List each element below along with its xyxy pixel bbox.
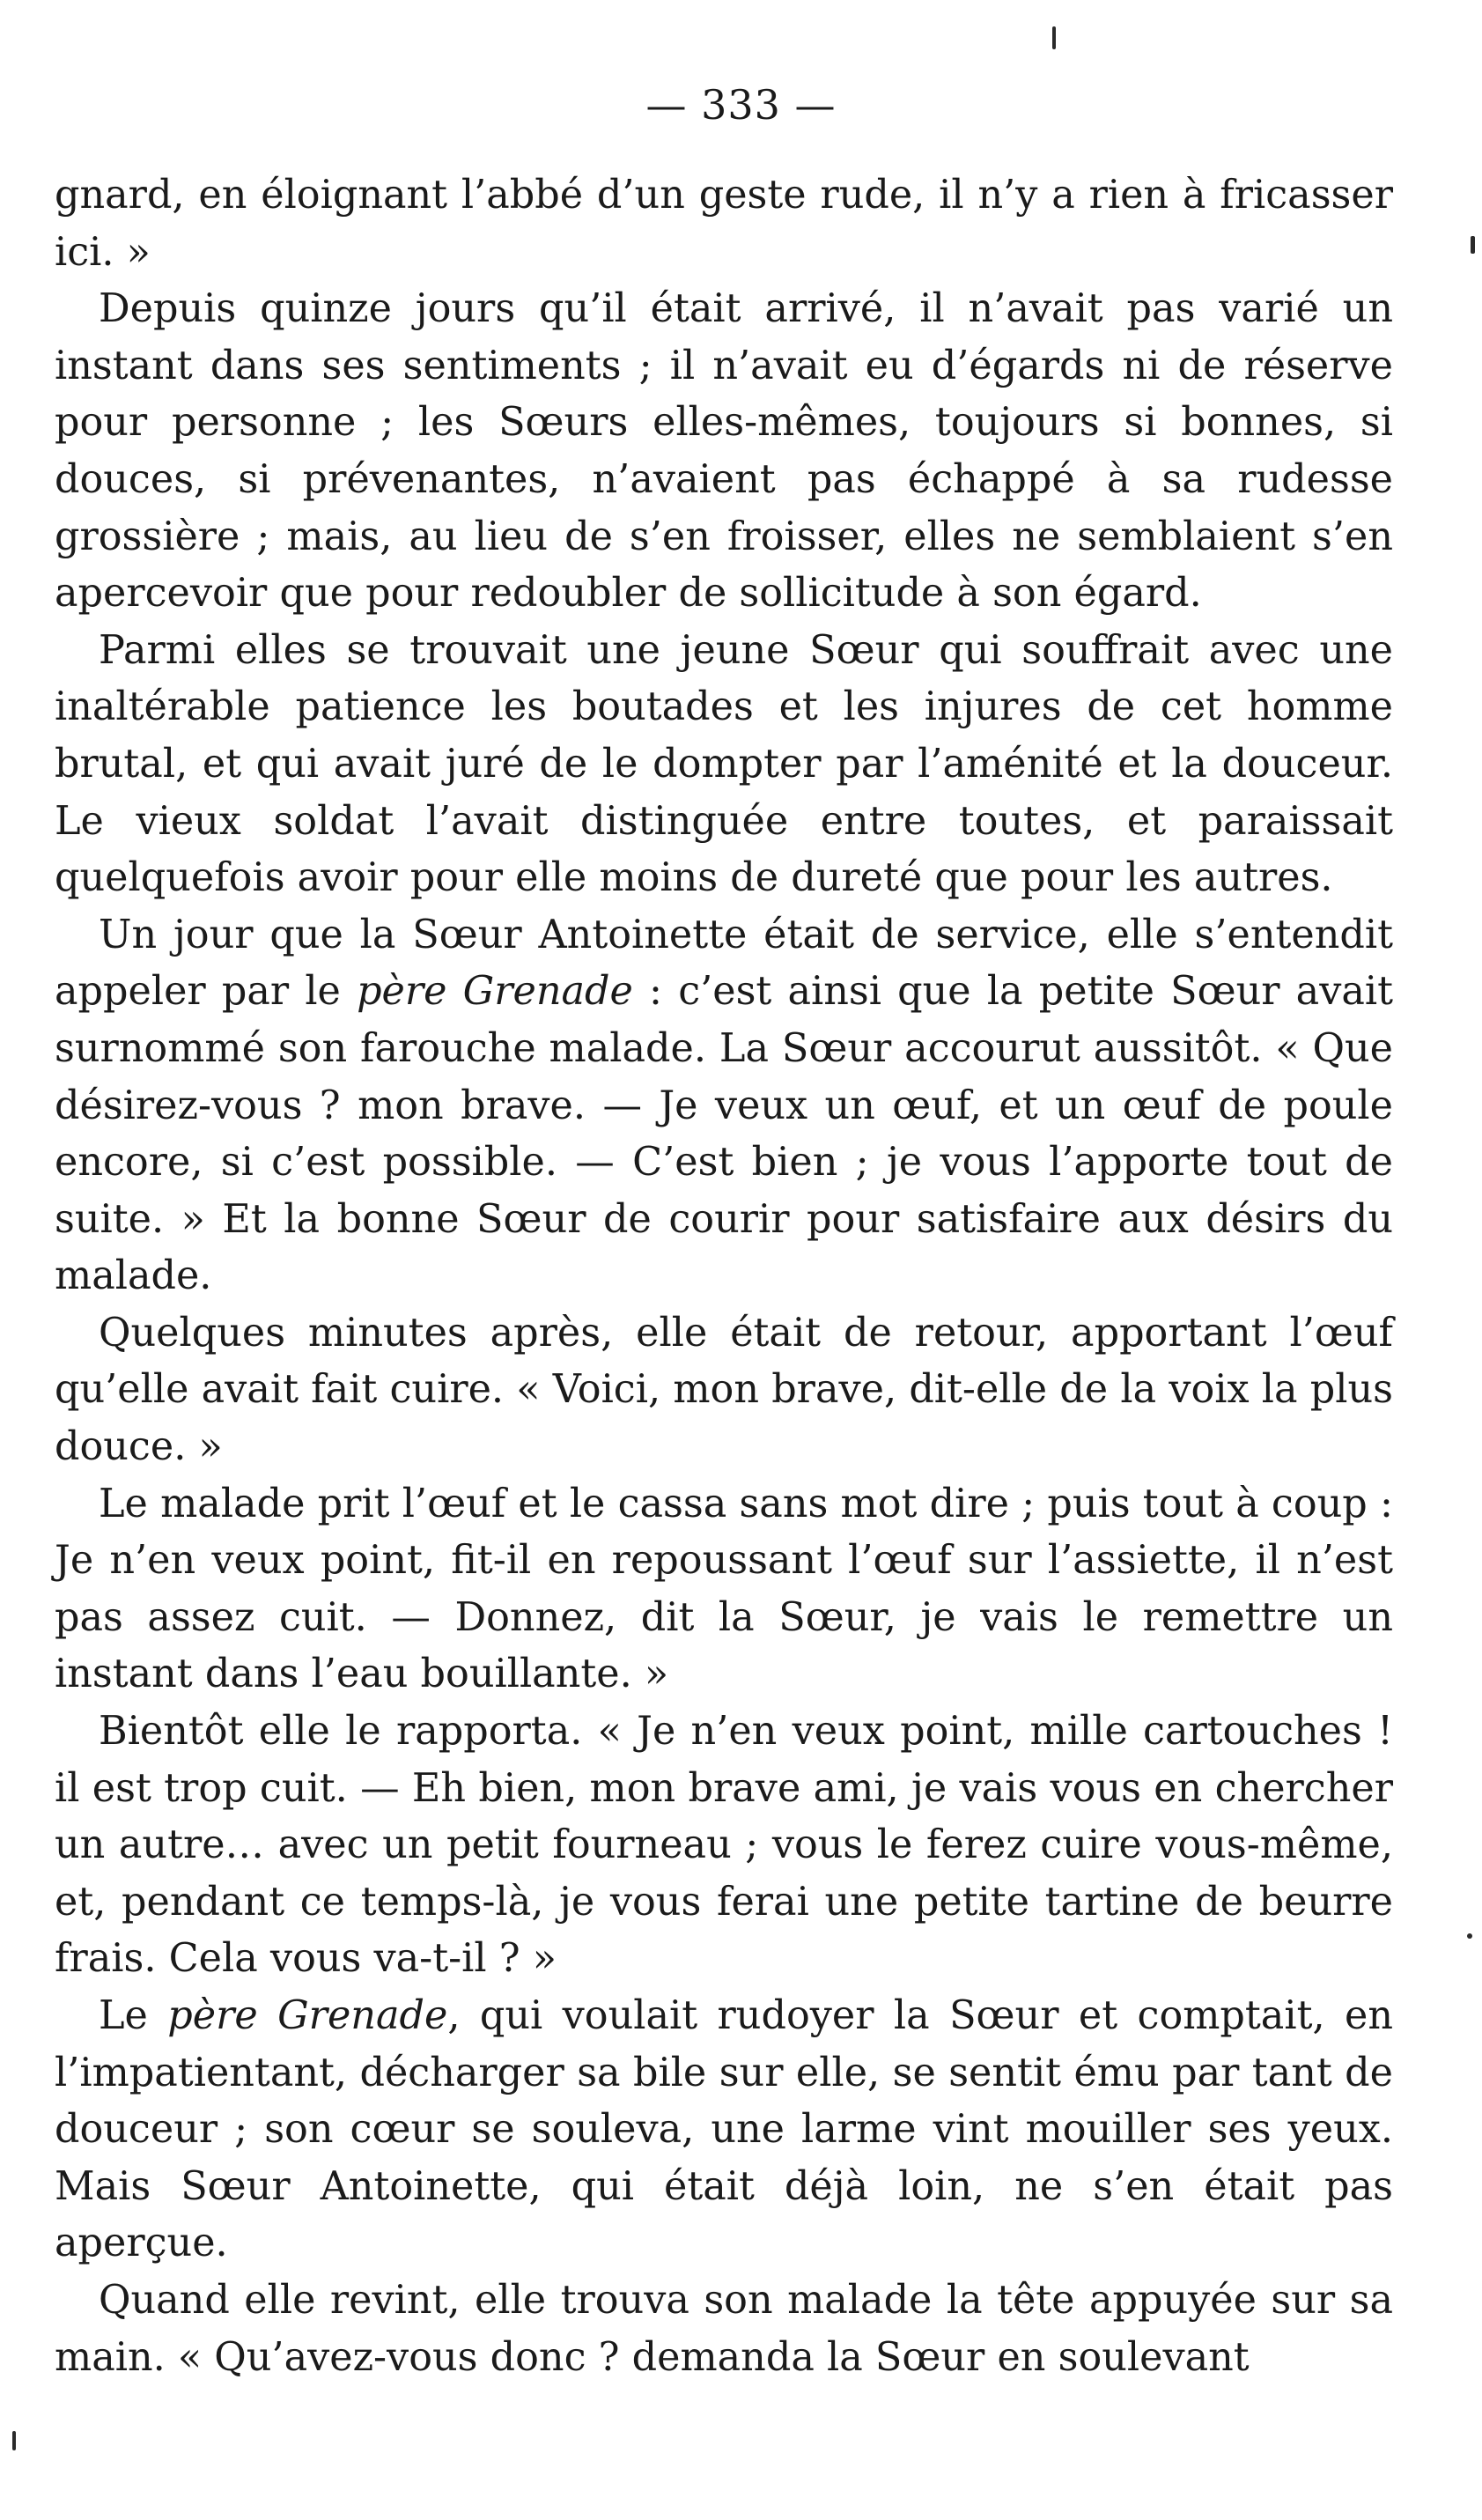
text-run: Le xyxy=(99,1993,168,2038)
paragraph xyxy=(55,1988,1393,2272)
scan-speck xyxy=(1052,26,1056,49)
page-number: — 333 — xyxy=(645,81,837,129)
scan-speck xyxy=(12,2431,16,2450)
body-text xyxy=(55,167,1393,2386)
text-run: Quelques minutes après, elle était de retour, apportant l’œuf qu’elle avait fait cuire. « Voici, mon brave, dit-elle de la voix la plus douce. » xyxy=(55,1310,1393,1470)
paragraph xyxy=(55,2272,1393,2386)
text-run: : c’est ainsi que la petite Sœur avait surnommé son farouche malade. La Sœur accourut aussitôt. « Que désirez-vous ? mon brave. — Je veux un œuf, et un œuf de poule encore, si c’est possible. — C’est bien ; je vous l’apporte tout de suite. » Et la bonne Sœur de courir pour satisfaire aux désirs du malade. xyxy=(55,969,1393,1299)
text-run: Le malade prit l’œuf et le cassa sans mot dire ; puis tout à coup : Je n’en veux point, fit-il en repoussant l’œuf sur l’assiette, il n’est pas assez cuit. — Donnez, dit la Sœur, je vais le remettre un instant dans l’eau bouillante. » xyxy=(55,1481,1393,1697)
text-run: gnard, en éloignant l’abbé d’un geste rude, il n’y a rien à fricasser ici. » xyxy=(55,173,1393,275)
paragraph xyxy=(55,1305,1393,1476)
italic-name-run: père Grenade xyxy=(357,969,633,1015)
paragraph xyxy=(55,167,1393,281)
scan-speck xyxy=(1467,1933,1472,1939)
scan-speck xyxy=(1471,236,1475,254)
text-run: Depuis quinze jours qu’il était arrivé, il n’avait pas varié un instant dans ses sentiments ; il n’avait eu d’égards ni de réserve pour personne ; les Sœurs elles-mêmes, toujours si bonnes, si douces, si prévenantes, n’avaient pas échappé à sa rudesse grossière ; mais, au lieu de s’en froisser, elles ne semblaient s’en apercevoir que pour redoubler de sollicitude à son égard. xyxy=(55,286,1393,617)
italic-name-run: père Grenade xyxy=(167,1993,448,2038)
paragraph xyxy=(55,1476,1393,1703)
text-run: , qui voulait rudoyer la Sœur et comptait, en l’impatientant, décharger sa bile sur elle, se sentit ému par tant de douceur ; son cœur se souleva, une larme vint mouiller ses yeux. Mais Sœur Antoinette, qui était déjà loin, ne s’en était pas aperçue. xyxy=(55,1993,1393,2266)
paragraph xyxy=(55,281,1393,623)
paragraph xyxy=(55,623,1393,907)
text-run: Parmi elles se trouvait une jeune Sœur qui souffrait avec une inaltérable patience les boutades et les injures de cet homme brutal, et qui avait juré de le dompter par l’aménité et la douceur. Le vieux soldat l’avait distinguée entre toutes, et paraissait quelquefois avoir pour elle moins de dureté que pour les autres. xyxy=(55,627,1393,901)
text-run: Quand elle revint, elle trouva son malade la tête appuyée sur sa main. « Qu’avez-vous donc ? demanda la Sœur en soulevant xyxy=(55,2277,1393,2380)
paragraph xyxy=(55,907,1393,1305)
text-run: Bientôt elle le rapporta. « Je n’en veux point, mille cartouches ! il est trop cuit. — Eh bien, mon brave ami, je vais vous en chercher un autre… avec un petit fourneau ; vous le ferez cuire vous-même, et, pendant ce temps-là, je vous ferai une petite tartine de beurre frais. Cela vous va-t-il ? » xyxy=(55,1709,1393,1982)
paragraph xyxy=(55,1703,1393,1988)
text-run: Un jour que la Sœur Antoinette était de service, elle s’entendit appeler par le xyxy=(55,912,1393,1015)
